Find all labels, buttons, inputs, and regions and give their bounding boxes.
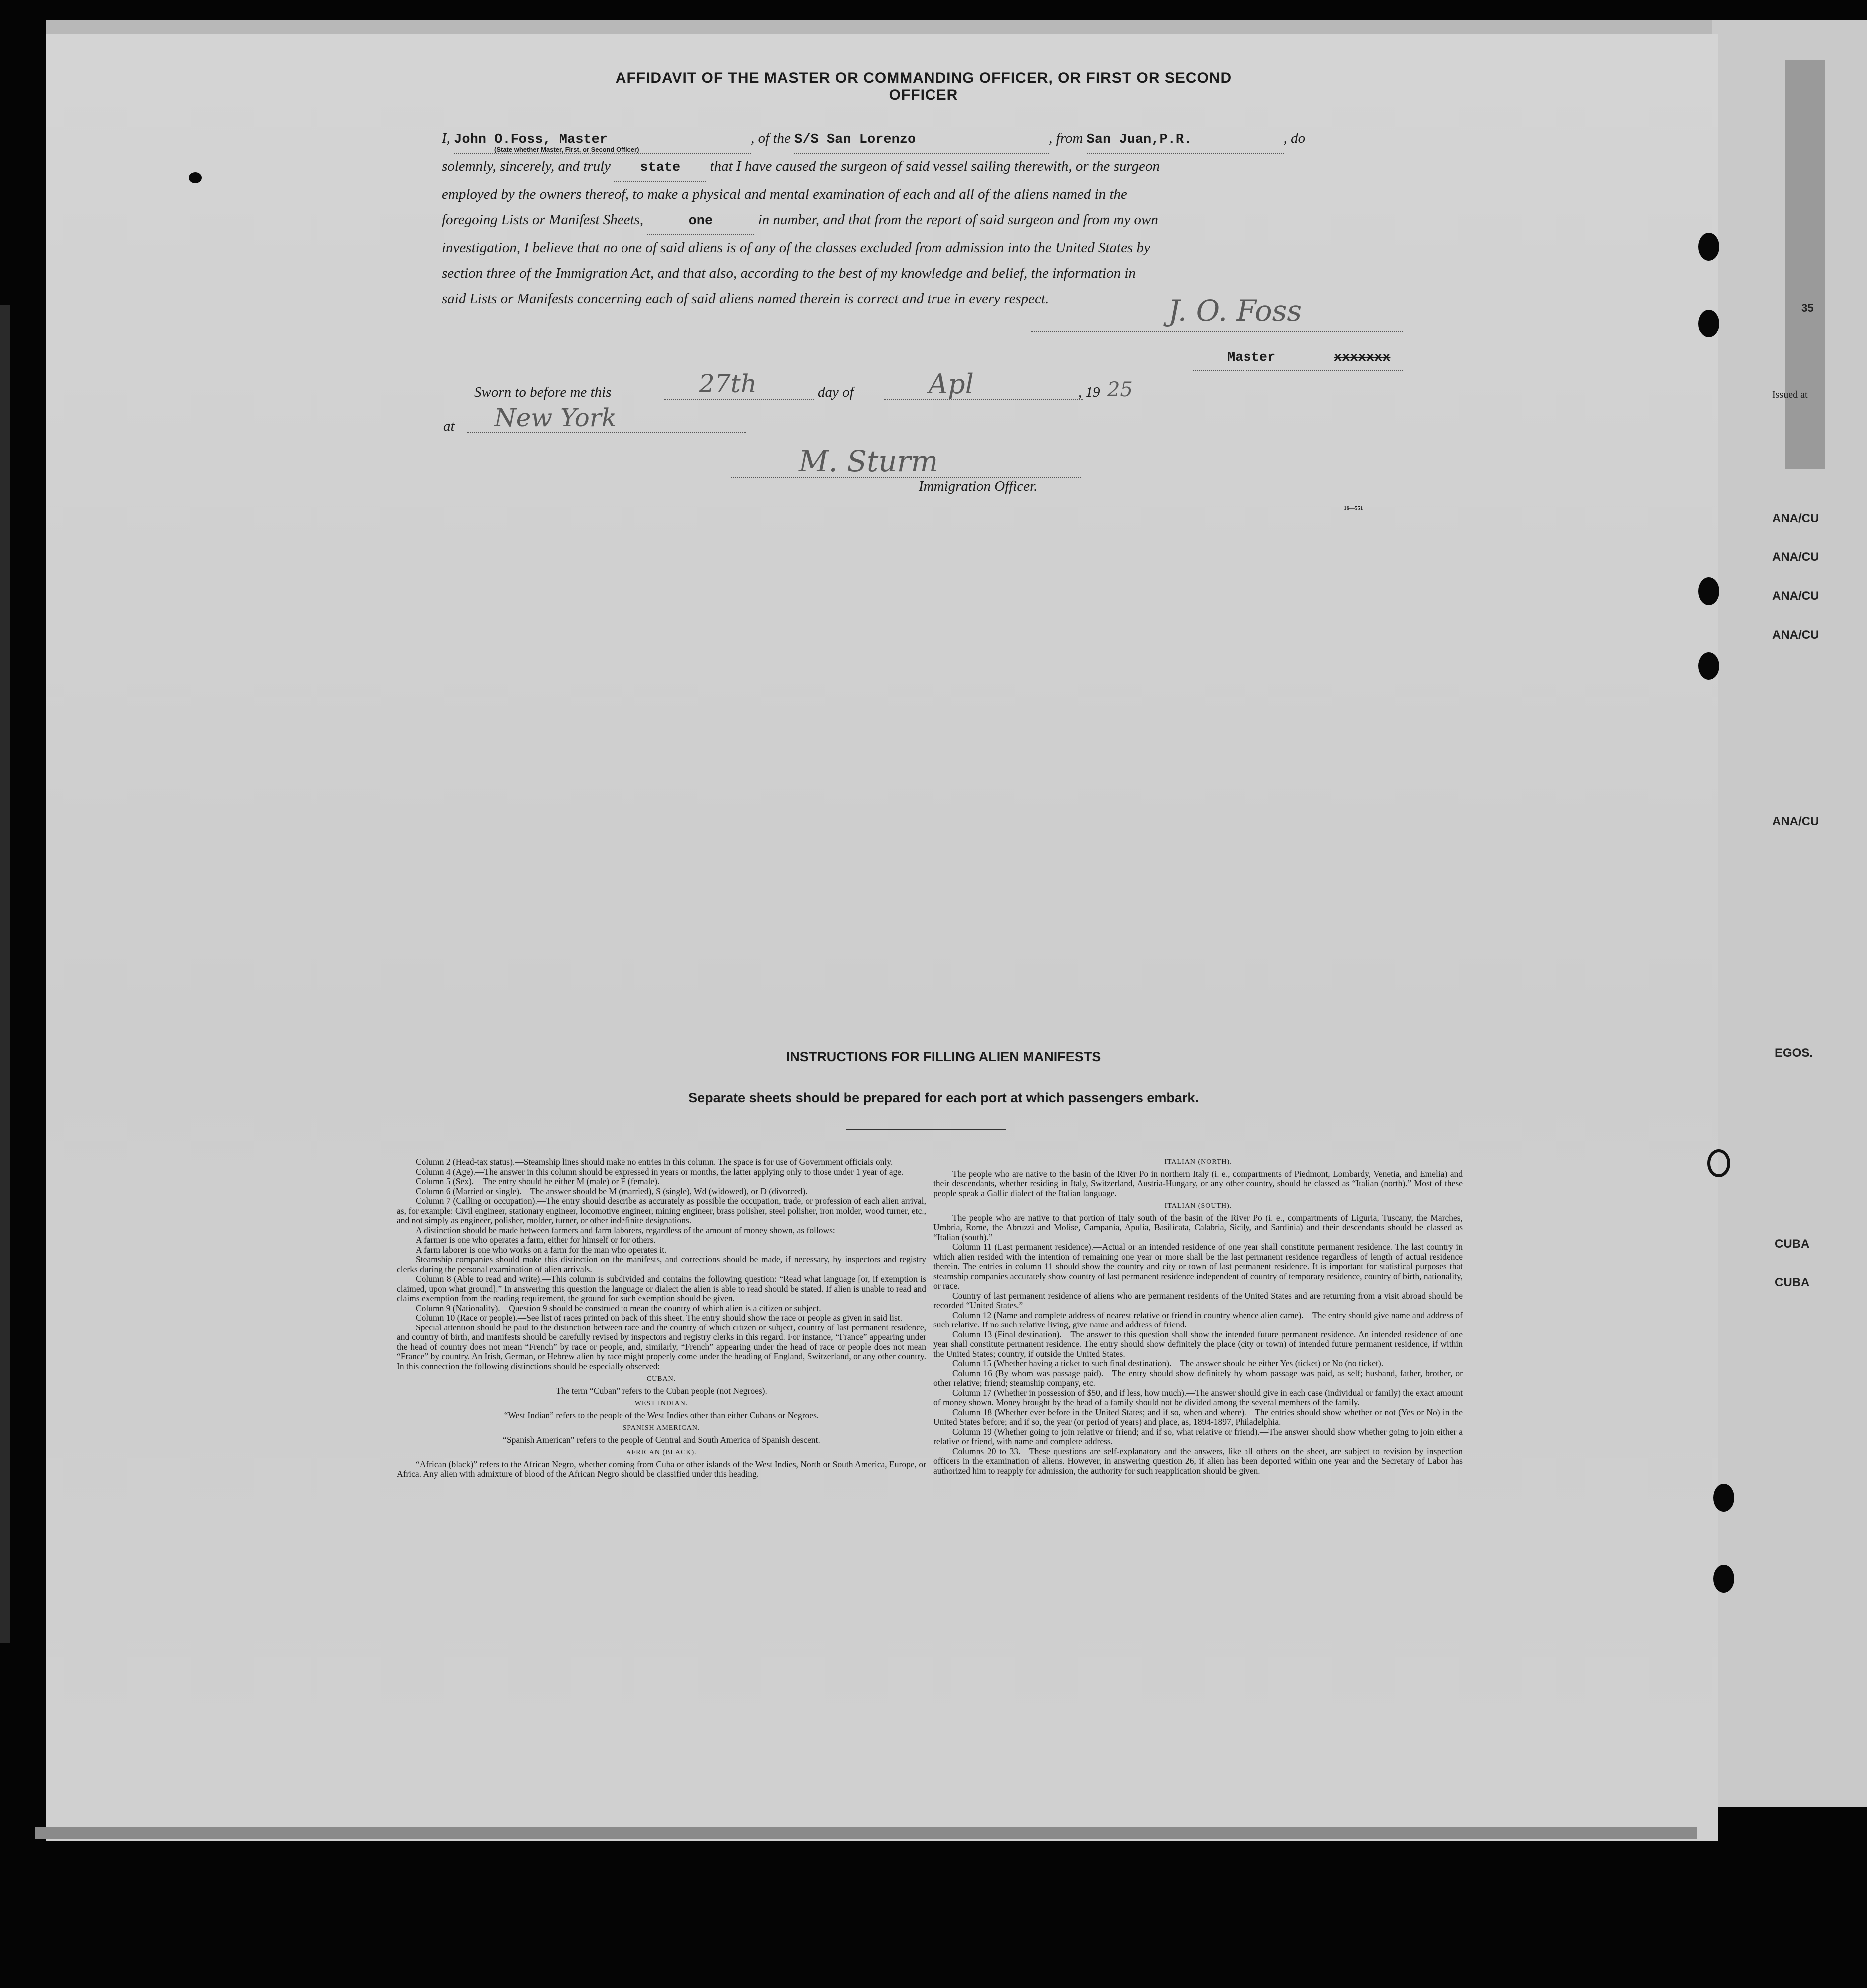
adjacent-entry: ANA/CU [1772, 815, 1819, 828]
immigration-officer-label: Immigration Officer. [919, 478, 1038, 494]
day-of-label: day of [818, 384, 854, 400]
instructions-right-column [934, 1157, 1463, 1476]
page-number: 35 [1801, 302, 1814, 314]
signature-line [1031, 331, 1403, 332]
officer-signature: M. Sturm [799, 444, 938, 478]
punch-hole [1707, 1149, 1730, 1177]
section-heading: SPANISH AMERICAN. [622, 1424, 700, 1432]
month-line [884, 399, 1083, 400]
section-heading: CUBAN. [646, 1375, 676, 1383]
affidavit-text: investigation, I believe that no one of said aliens is of any of the classes excluded from admission into the United States by [442, 240, 1150, 256]
instruction-paragraph: Column 19 (Whether going to join relative or friend; and if so, what relative or friend).—The answer should show whether going to join either a relative or friend, with name and complete address. [934, 1426, 1463, 1446]
punch-hole [1698, 233, 1719, 261]
adjacent-entry: ANA/CU [1772, 550, 1819, 564]
instruction-paragraph: Country of last permanent residence of aliens who are permanent residents of the United States and are returning from a visit abroad should be recorded “United States.” [934, 1290, 1463, 1310]
instruction-paragraph: Column 18 (Whether ever before in the United States; and if so, when and where).—The entries should show whether or not (Yes or No) in the United States before; and if so, the year (or period of years) and place, as, 1894-1897, Philadelphia. [934, 1407, 1463, 1427]
instruction-paragraph: Columns 20 to 33.—These questions are self-explanatory and the answers, like all others on the sheet, are subject to revision by inspection officers in the examination of aliens. However, in answering question 26, if alien has been deported within one year and the Secretary of Labor has authorized him to reapply for admission, the authority for such reapplication should be given. [934, 1446, 1463, 1476]
affidavit-line [442, 154, 1400, 182]
officer-rank-note: (State whether Master, First, or Second Officer) [494, 146, 639, 153]
punch-hole [1698, 577, 1719, 605]
punch-hole [1713, 1565, 1734, 1593]
affidavit-text: section three of the Immigration Act, and that also, according to the best of my knowledge and belief, the information in [442, 265, 1136, 281]
instruction-paragraph: Column 13 (Final destination).—The answer to this question shall show the intended future permanent residence. An intended residence of one year shall constitute permanent residence. The entry should show definitely the place (city or town) of intended future permanent residence, if within the United States; country, if outside the United States. [934, 1329, 1463, 1359]
section-heading: WEST INDIAN. [634, 1400, 688, 1407]
struck-rank: xxxxxxx [1334, 350, 1391, 365]
adjacent-entry: ANA/CU [1772, 628, 1819, 642]
ship-name-field: S/S San Lorenzo [794, 127, 1049, 154]
instruction-paragraph: Column 16 (By whom was passage paid).—The entry should show definitely by whom passage was paid, as self; husband, father, brother, or other relative; friend; steamship company, etc. [934, 1368, 1463, 1388]
adjacent-entry: ANA/CU [1772, 589, 1819, 603]
adjacent-entry: EGOS. [1775, 1046, 1813, 1060]
port-field: San Juan,P.R. [1087, 127, 1284, 154]
instruction-paragraph: Special attention should be paid to the distinction between race and the country of which citizen or subject, country of last permanent residence, and country of birth, and manifests should be carefully revised by inspectors and registry clerks in this regard. For instance, “France” appearing under the head of country does not mean “French” by race or people, and, similarly, “French” appearing under the head of race or people does not mean “France” by country. An Irish, German, or Hebrew alien by race might properly come under the heading of England, Switzerland, or any other country. In this connection the following distinctions should be especially observed: [397, 1322, 926, 1371]
left-adjacent-sheet-edge [0, 305, 10, 1643]
master-name-field: John O.Foss, Master [454, 127, 751, 154]
instructions-title: INSTRUCTIONS FOR FILLING ALIEN MANIFESTS [786, 1049, 1101, 1064]
punch-hole [1698, 310, 1719, 337]
instruction-paragraph: A distinction should be made between farmers and farm laborers, regardless of the amount of money shown, as follows: [416, 1225, 835, 1235]
signature-line [1193, 370, 1403, 371]
affidavit-text: in number, and that from the report of said surgeon and from my own [758, 212, 1158, 228]
adjacent-sheet-strip [1785, 60, 1825, 469]
instruction-paragraph: “West Indian” refers to the people of the West Indies other than either Cubans or Negroes. [504, 1410, 819, 1420]
instruction-paragraph: Column 4 (Age).—The answer in this column should be expressed in years or months, the latter applying only to those under 1 year of age. [416, 1166, 904, 1177]
instruction-paragraph: The term “Cuban” refers to the Cuban people (not Negroes). [556, 1385, 767, 1396]
instruction-paragraph: Column 6 (Married or single).—The answer should be M (married), S (single), Wd (widowed), or D (divorced). [416, 1186, 808, 1196]
instructions-left-column [397, 1157, 926, 1479]
instruction-paragraph: Column 11 (Last permanent residence).—Actual or an intended residence of one year shall constitute permanent residence. The last country in which alien resided with the intention of remaining one year or more shall be the last permanent residence regardless of length of actual residence therein. The entries in column 11 should show the country and city or town of last permanent residence. It is important for statistical purposes that steamship companies accurately show country of last permanent residence independent of country of temporary residence, country of birth, nationality, or race. [934, 1242, 1463, 1291]
instruction-paragraph: Column 12 (Name and complete address of nearest relative or friend in country whence alien came).—The entry should give name and address of such relative. If no such relative living, give name and address of friend. [934, 1310, 1463, 1329]
instruction-paragraph: The people who are native to that portion of Italy south of the basin of the River Po (i. e., compartments of Liguria, Tuscany, the Marches, Umbria, Rome, the Abruzzi and Molise, Campania, Apulia, Basilicata, Calabria, Sicily, and Sardinia) and their descendants should be classed as “Italian (south).” [934, 1212, 1463, 1242]
state-field: state [614, 155, 706, 182]
sheet-bottom-edge [35, 1827, 1697, 1839]
officer-signature-line [731, 477, 1081, 478]
affidavit-text: solemnly, sincerely, and truly [442, 158, 611, 174]
affidavit-text: I, [442, 130, 450, 146]
instruction-paragraph: A farmer is one who operates a farm, either for himself or for others. [416, 1235, 656, 1245]
punch-hole [1713, 1484, 1734, 1512]
affidavit-text: , do [1283, 130, 1306, 146]
affidavit-title: AFFIDAVIT OF THE MASTER OR COMMANDING OFFICER, OR FIRST OR SECOND OFFICER [615, 70, 1232, 103]
instructions-subtitle: Separate sheets should be prepared for each port at which passengers embark. [688, 1090, 1199, 1105]
issued-label: Issued at [1772, 389, 1808, 400]
adjacent-entry: ANA/CU [1772, 512, 1819, 525]
year-value: 25 [1107, 378, 1133, 401]
affidavit-line [442, 182, 1400, 207]
sheet-count-field: one [647, 209, 754, 235]
instruction-paragraph: Steamship companies should make this distinction on the manifests, and corrections should be made, if necessary, by inspectors and registry clerks during the personal examination of alien arrivals. [397, 1254, 926, 1274]
affidavit-line [442, 235, 1400, 261]
master-signature: J. O. Foss [1168, 294, 1302, 328]
month-value: Apl [929, 368, 974, 400]
section-heading: ITALIAN (NORTH). [1164, 1158, 1232, 1166]
instruction-paragraph: Column 8 (Able to read and write).—This column is subdivided and contains the following question: “Read what language [or, if exemption is claimed, upon what ground].” In answering this question the language or dialect the alien is able to read should be stated. If alien is unable to read and claims exemption from the reading requirement, the ground for such exemption should be given. [397, 1274, 926, 1303]
instruction-paragraph: Column 5 (Sex).—The entry should be either M (male) or F (female). [416, 1176, 660, 1186]
instruction-paragraph: Column 2 (Head-tax status).—Steamship lines should make no entries in this column. The space is for use of Government officials only. [416, 1157, 893, 1167]
affidavit-text: foregoing Lists or Manifest Sheets, [442, 212, 644, 228]
at-label: at [443, 418, 455, 434]
form-number: 16—551 [1344, 505, 1363, 511]
affidavit-line [442, 207, 1400, 235]
instruction-paragraph: Column 15 (Whether having a ticket to such final destination).—The answer should be either Yes (ticket) or No (no ticket). [952, 1358, 1384, 1368]
affidavit-body [442, 126, 1400, 312]
affidavit-line [442, 261, 1400, 286]
top-paper-edge [46, 20, 1713, 35]
adjacent-entry: CUBA [1775, 1237, 1810, 1251]
instruction-paragraph: “African (black)” refers to the African Negro, whether coming from Cuba or other islands of the West Indies, North or South America, Europe, or Africa. Any alien with admixture of blood of the African Negro should be classified under this heading. [397, 1459, 926, 1479]
instruction-paragraph: Column 17 (Whether in possession of $50, and if less, how much).—The answer should give in each case (individual or family) the exact amount of money shown. Money brought by the head of a family should not be divided among the several members of the family. [934, 1387, 1463, 1407]
place-line [467, 432, 746, 433]
affidavit-text: that I have caused the surgeon of said vessel sailing therewith, or the surgeon [710, 158, 1160, 174]
affidavit-text: , of the [751, 130, 791, 146]
section-heading: AFRICAN (BLACK). [626, 1449, 697, 1456]
year-prefix: , 19 [1078, 384, 1100, 400]
sworn-label: Sworn to before me this [474, 384, 612, 400]
affidavit-text: employed by the owners thereof, to make a physical and mental examination of each and all of the aliens named in the [442, 186, 1127, 202]
adjacent-entry: CUBA [1775, 1276, 1810, 1289]
punch-hole [1698, 652, 1719, 680]
place-value: New York [494, 403, 617, 432]
section-heading: ITALIAN (SOUTH). [1164, 1202, 1232, 1210]
instruction-paragraph: “Spanish American” refers to the people of Central and South America of Spanish descent. [503, 1434, 820, 1445]
affidavit-text: said Lists or Manifests concerning each of said aliens named therein is correct and true in every respect. [442, 291, 1049, 307]
affidavit-text: , from [1049, 130, 1083, 146]
day-line [664, 399, 814, 400]
day-value: 27th [699, 369, 757, 398]
instruction-paragraph: Column 9 (Nationality).—Question 9 should be construed to mean the country of which alien is a citizen or subject. [416, 1303, 821, 1313]
divider [846, 1129, 1006, 1130]
instruction-paragraph: A farm laborer is one who works on a farm for the man who operates it. [416, 1244, 667, 1255]
master-title: Master [1227, 350, 1276, 365]
instruction-paragraph: Column 7 (Calling or occupation).—The entry should describe as accurately as possible the occupation, trade, or profession of each alien arrival, as, for example: Civil engineer, stationary engineer, locomotive engineer, mining engineer, brass polisher, steel polisher, iron molder, wood turner, etc., and not simply as engineer, polisher, molder, turner, or other indefinite designations. [397, 1196, 926, 1225]
instruction-paragraph: Column 10 (Race or people).—See list of races printed on back of this sheet. The entry should show the race or people as given in said list. [416, 1313, 903, 1323]
instruction-paragraph: The people who are native to the basin of the River Po in northern Italy (i. e., compartments of Piedmont, Lombardy, Venetia, and Emelia) and their descendants, whether residing in Italy, Switzerland, Austria-Hungary, or any other country, should be classed as “Italian (north).” Most of these people speak a Gallic dialect of the Italian language. [934, 1168, 1463, 1198]
ink-smudge [189, 172, 202, 183]
